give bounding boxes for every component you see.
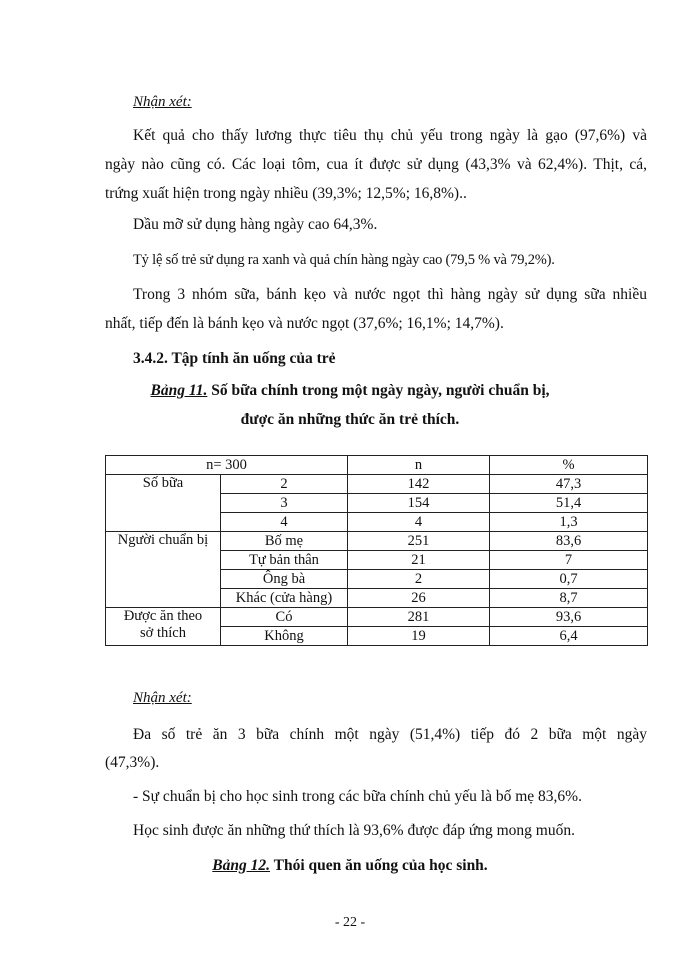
paragraph-line: ngày nào cũng có. Các loại tôm, cua ít được sử dụng (43,3% và 62,4%). Thịt, cá, (105, 156, 647, 173)
table-caption-text: Thói quen ăn uống của học sinh. (270, 857, 488, 874)
section-heading: 3.4.2. Tập tính ăn uống của trẻ (133, 350, 336, 367)
row-n: 19 (348, 627, 490, 646)
row-item: 3 (221, 494, 348, 513)
row-n: 142 (348, 475, 490, 494)
row-item: Không (221, 627, 348, 646)
row-n: 2 (348, 570, 490, 589)
row-item: Khác (cửa hàng) (221, 589, 348, 608)
row-n: 281 (348, 608, 490, 627)
table-caption-line2: được ăn những thức ăn trẻ thích. (240, 411, 460, 428)
row-n: 26 (348, 589, 490, 608)
table-row (106, 532, 648, 551)
row-pct: 0,7 (490, 570, 648, 589)
row-pct: 83,6 (490, 532, 648, 551)
paragraph-line: Trong 3 nhóm sữa, bánh kẹo và nước ngọt thì hàng ngày sử dụng sữa nhiều (133, 286, 647, 303)
paragraph: - Sự chuẩn bị cho học sinh trong các bữa chính chủ yếu là bố mẹ 83,6%. (133, 788, 582, 805)
table-caption-label: Bảng 12. (212, 857, 271, 874)
header-n: n (348, 456, 490, 475)
row-item: Tự bản thân (221, 551, 348, 570)
page-number: - 22 - (334, 915, 366, 930)
row-n: 154 (348, 494, 490, 513)
paragraph-line: (47,3%). (105, 754, 160, 771)
paragraph-line: trứng xuất hiện trong ngày nhiều (39,3%; 12,5%; 16,8%).. (105, 185, 467, 202)
row-item: 2 (221, 475, 348, 494)
row-pct: 93,6 (490, 608, 648, 627)
paragraph: Học sinh được ăn những thứ thích là 93,6% được đáp ứng mong muốn. (133, 822, 575, 839)
paragraph: Tỷ lệ số trẻ sử dụng ra xanh và quả chín hàng ngày cao (79,5 % và 79,2%). (133, 252, 555, 268)
paragraph-line: Đa số trẻ ăn 3 bữa chính một ngày (51,4%) tiếp đó 2 bữa một ngày (133, 726, 647, 743)
group-label: Người chuẩn bị (106, 532, 221, 608)
row-item: Bố mẹ (221, 532, 348, 551)
table-caption-text: Số bữa chính trong một ngày ngày, người chuẩn bị, (207, 382, 550, 399)
row-pct: 8,7 (490, 589, 648, 608)
group-label: Được ăn theo sở thích (106, 608, 221, 646)
row-pct: 7 (490, 551, 648, 570)
row-item: Có (221, 608, 348, 627)
row-n: 21 (348, 551, 490, 570)
remark-label: Nhận xét: (133, 94, 192, 110)
row-pct: 1,3 (490, 513, 648, 532)
paragraph-line: nhất, tiếp đến là bánh kẹo và nước ngọt (37,6%; 16,1%; 14,7%). (105, 315, 504, 332)
row-pct: 6,4 (490, 627, 648, 646)
row-item: 4 (221, 513, 348, 532)
table-caption (0, 381, 700, 401)
table-row (106, 608, 648, 627)
table-caption (0, 856, 700, 876)
row-pct: 47,3 (490, 475, 648, 494)
header-group: n= 300 (106, 456, 348, 475)
paragraph-line: Kết quả cho thấy lương thực tiêu thụ chủ yếu trong ngày là gạo (97,6%) và (133, 127, 647, 144)
data-table (105, 455, 648, 646)
row-pct: 51,4 (490, 494, 648, 513)
row-item: Ông bà (221, 570, 348, 589)
table-caption-label: Bảng 11. (150, 382, 208, 399)
header-pct: % (490, 456, 648, 475)
remark-label: Nhận xét: (133, 690, 192, 706)
row-n: 4 (348, 513, 490, 532)
table-header-row (106, 456, 648, 475)
paragraph: Dầu mỡ sử dụng hàng ngày cao 64,3%. (133, 216, 378, 233)
table-row (106, 475, 648, 494)
row-n: 251 (348, 532, 490, 551)
group-label: Số bữa (106, 475, 221, 532)
